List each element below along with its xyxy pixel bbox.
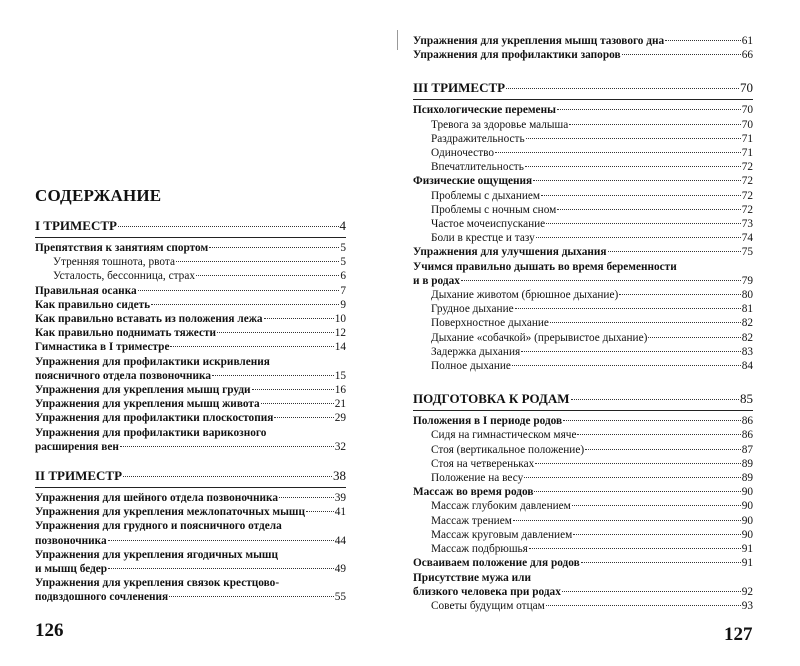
toc-entry xyxy=(413,260,753,288)
dot-leader xyxy=(665,40,741,41)
dot-leader xyxy=(585,449,741,450)
toc-entry xyxy=(413,302,753,316)
toc-entry xyxy=(413,189,753,203)
toc-entry-row xyxy=(413,556,753,570)
toc-page-number: 92 xyxy=(741,585,753,598)
toc-entry xyxy=(35,383,346,397)
toc-entry-row xyxy=(35,440,346,454)
toc-entry xyxy=(35,326,346,340)
toc-page-number: 5 xyxy=(340,256,346,269)
dot-leader xyxy=(108,568,334,569)
toc-entry-title: Как правильно вставать из положения лежа xyxy=(35,313,263,326)
toc-entry xyxy=(413,499,753,513)
toc-entry-title: Стоя (вертикальное положение) xyxy=(431,443,585,456)
toc-entry xyxy=(413,443,753,457)
toc-entry-title: и в родах xyxy=(413,274,460,287)
toc-entry-title: Дыхание животом (брюшное дыхание) xyxy=(431,289,619,302)
toc-entry-row xyxy=(431,359,753,373)
toc-page-number: 89 xyxy=(741,472,753,485)
dot-leader xyxy=(196,275,339,276)
toc-entry-row xyxy=(35,369,346,383)
toc-page-number: 87 xyxy=(741,443,753,456)
toc-page-number: 16 xyxy=(334,384,346,397)
toc-entry-title: Массаж круговым давлением xyxy=(431,528,573,541)
dot-leader xyxy=(209,247,339,248)
toc-entry xyxy=(413,457,753,471)
dot-leader xyxy=(619,294,740,295)
toc-entry-title: I ТРИМЕСТР xyxy=(35,218,117,233)
dot-leader xyxy=(217,332,334,333)
toc-page-number: 38 xyxy=(333,468,346,484)
toc-page-number: 83 xyxy=(741,345,753,358)
toc-entry-row xyxy=(35,562,346,576)
dot-leader xyxy=(577,434,740,435)
dot-leader xyxy=(546,223,741,224)
dot-leader xyxy=(151,304,339,305)
toc-page-number: 66 xyxy=(741,49,753,62)
toc-entry-title: Дыхание «собачкой» (прерывистое дыхание) xyxy=(431,331,648,344)
toc-page-number: 4 xyxy=(339,218,346,233)
toc-entry-title: Поверхностное дыхание xyxy=(431,317,549,330)
toc-entry-title: Массаж подбрюшья xyxy=(431,543,528,556)
dot-leader xyxy=(572,505,741,506)
dot-leader xyxy=(274,417,333,418)
dot-leader xyxy=(608,251,741,252)
toc-entry-row xyxy=(35,326,346,340)
toc-page-number: 81 xyxy=(741,303,753,316)
toc-entry-row xyxy=(431,132,753,146)
toc-entry-title: позвоночника xyxy=(35,534,107,547)
dot-leader xyxy=(525,166,741,167)
dot-leader xyxy=(581,562,741,563)
toc-entry-row xyxy=(413,391,753,407)
toc-entry xyxy=(35,426,346,454)
toc-entry-row xyxy=(431,331,753,345)
toc-entry-row xyxy=(413,485,753,499)
toc-section xyxy=(35,468,346,488)
toc-entry xyxy=(413,514,753,528)
toc-entry-title-line1: Упражнения для укрепления связок крестцово- xyxy=(35,577,280,590)
dot-leader xyxy=(138,290,340,291)
toc-entry xyxy=(35,355,346,383)
toc-entry-row xyxy=(413,245,753,259)
toc-entry-row xyxy=(431,457,753,471)
dot-leader xyxy=(573,534,740,535)
toc-entry-title: Правильная осанка xyxy=(35,284,137,297)
toc-entry-row xyxy=(431,471,753,485)
toc-entry xyxy=(413,528,753,542)
toc-page-number: 80 xyxy=(741,289,753,302)
toc-entry-title: Тревога за здоровье малыша xyxy=(431,118,569,131)
toc-page-number: 89 xyxy=(741,457,753,470)
toc-page-number: 84 xyxy=(741,360,753,373)
dot-leader xyxy=(515,308,741,309)
toc-entry-title: Препятствия к занятиям спортом xyxy=(35,242,209,254)
toc-entry xyxy=(413,103,753,117)
dot-leader xyxy=(306,511,334,512)
toc-entry-title: ПОДГОТОВКА К РОДАМ xyxy=(413,391,570,407)
page-number-left: 126 xyxy=(35,620,64,641)
toc-entry-row xyxy=(431,599,753,613)
toc-entry-row xyxy=(431,542,753,556)
toc-entry xyxy=(413,428,753,442)
toc-list-left xyxy=(35,218,346,605)
toc-page-number: 82 xyxy=(741,317,753,330)
dot-leader xyxy=(557,109,741,110)
toc-entry-row xyxy=(35,590,346,604)
toc-entry xyxy=(413,203,753,217)
toc-page-number: 79 xyxy=(741,274,753,287)
toc-entry-row xyxy=(35,340,346,354)
toc-entry-title: Положения в I периоде родов xyxy=(413,415,563,428)
toc-entry-title: Упражнения для укрепления мышц живота xyxy=(35,398,260,411)
toc-entry-title: Стоя на четвереньках xyxy=(431,457,535,470)
dot-leader xyxy=(533,180,741,181)
toc-entry xyxy=(413,34,753,48)
toc-entry-row xyxy=(431,514,753,528)
toc-entry-row xyxy=(431,528,753,542)
toc-entry-title: Упражнения для укрепления мышц тазового дна xyxy=(413,35,665,47)
toc-entry-title-line1: Упражнения для профилактики варикозного xyxy=(35,426,267,439)
dot-leader xyxy=(550,322,741,323)
toc-page-number: 90 xyxy=(741,514,753,527)
toc-entry xyxy=(35,340,346,354)
toc-section xyxy=(35,218,346,238)
dot-leader xyxy=(264,318,334,319)
dot-leader xyxy=(495,152,741,153)
toc-page-number: 6 xyxy=(340,270,346,283)
dot-leader xyxy=(261,403,334,404)
toc-entry-title: Гимнастика в I триместре xyxy=(35,341,170,354)
toc-entry-row xyxy=(53,255,346,269)
dot-leader xyxy=(571,399,739,400)
dot-leader xyxy=(170,346,333,347)
toc-entry xyxy=(413,542,753,556)
dot-leader xyxy=(252,389,334,390)
toc-entry-title: Осваиваем положение для родов xyxy=(413,557,580,570)
toc-entry-title: Полное дыхание xyxy=(431,360,511,373)
toc-page-number: 74 xyxy=(741,232,753,245)
dot-leader xyxy=(169,596,334,597)
toc-entry-row xyxy=(431,160,753,174)
toc-entry-title-line1: Упражнения для грудного и поясничного отдела xyxy=(35,520,282,533)
toc-entry-title: Положение на весу xyxy=(431,472,524,485)
toc-entry xyxy=(413,485,753,499)
toc-page-number: 49 xyxy=(334,563,346,576)
dot-leader xyxy=(512,365,741,366)
toc-entry-row xyxy=(413,48,753,62)
toc-entry-row xyxy=(413,414,753,428)
toc-entry-title: Сидя на гимнастическом мяче xyxy=(431,429,577,442)
toc-right-column xyxy=(413,34,753,613)
toc-entry-title: Физические ощущения xyxy=(413,175,533,188)
toc-entry xyxy=(35,548,346,576)
toc-entry-row xyxy=(35,411,346,425)
toc-entry-title: Психологические перемены xyxy=(413,104,556,117)
toc-entry-title: близкого человека при родах xyxy=(413,585,561,598)
dot-leader xyxy=(529,548,741,549)
toc-page-number: 10 xyxy=(334,313,346,326)
toc-entry xyxy=(35,298,346,312)
toc-page-number: 91 xyxy=(741,557,753,570)
dot-leader xyxy=(513,520,741,521)
toc-section xyxy=(413,80,753,100)
toc-entry-title-line1: Учимся правильно дышать во время беременности xyxy=(413,260,677,273)
toc-list-right xyxy=(413,34,753,613)
dot-leader xyxy=(521,351,741,352)
toc-page-number: 82 xyxy=(741,331,753,344)
toc-left-column xyxy=(35,186,346,605)
toc-entry-row xyxy=(431,302,753,316)
toc-entry-title: Как правильно поднимать тяжести xyxy=(35,327,217,340)
toc-entry xyxy=(413,132,753,146)
toc-entry-row xyxy=(35,383,346,397)
toc-entry xyxy=(413,118,753,132)
toc-heading: СОДЕРЖАНИЕ xyxy=(35,186,162,205)
toc-entry-title: Советы будущим отцам xyxy=(431,599,545,612)
toc-page-number: 21 xyxy=(334,398,346,411)
dot-leader xyxy=(562,591,741,592)
toc-entry-title: Упражнения для шейного отдела позвоночника xyxy=(35,492,279,505)
toc-entry-row xyxy=(35,534,346,548)
toc-page-number: 71 xyxy=(741,147,753,160)
toc-entry-row xyxy=(413,585,753,599)
toc-entry-row xyxy=(35,241,346,255)
toc-entry-row xyxy=(413,34,753,48)
toc-entry-row xyxy=(431,443,753,457)
toc-page-number: 72 xyxy=(741,161,753,174)
toc-entry xyxy=(413,231,753,245)
toc-page-number: 55 xyxy=(334,591,346,604)
toc-entry-row xyxy=(413,274,753,288)
toc-entry-title: расширения вен xyxy=(35,440,119,453)
toc-entry-row xyxy=(35,491,346,505)
toc-entry xyxy=(413,174,753,188)
toc-page-number: 71 xyxy=(741,132,753,145)
page-number-right: 127 xyxy=(724,624,753,645)
toc-entry xyxy=(413,245,753,259)
toc-entry-title: Проблемы с дыханием xyxy=(431,189,541,202)
toc-entry-row xyxy=(431,217,753,231)
dot-leader xyxy=(524,477,740,478)
toc-entry-title: Боли в крестце и тазу xyxy=(431,232,535,245)
dot-leader xyxy=(123,476,332,477)
dot-leader xyxy=(536,237,741,238)
dot-leader xyxy=(212,375,334,376)
toc-entry-title: Массаж глубоким давлением xyxy=(431,500,571,513)
dot-leader xyxy=(622,54,741,55)
dot-leader xyxy=(648,337,740,338)
toc-entry xyxy=(35,505,346,519)
toc-entry-row xyxy=(431,231,753,245)
toc-entry-title: Упражнения для профилактики запоров xyxy=(413,49,621,62)
toc-entry xyxy=(413,345,753,359)
toc-entry-row xyxy=(53,269,346,283)
dot-leader xyxy=(534,491,740,492)
toc-entry-row xyxy=(35,312,346,326)
toc-entry-title: III ТРИМЕСТР xyxy=(413,80,506,96)
toc-entry-title: Частое мочеиспускание xyxy=(431,218,546,231)
toc-entry-title: Массаж трением xyxy=(431,514,512,527)
toc-entry-title: Усталость, бессонница, страх xyxy=(53,270,195,283)
toc-entry xyxy=(413,556,753,570)
toc-page-number: 75 xyxy=(741,246,753,259)
toc-entry xyxy=(413,571,753,599)
toc-entry-title: II ТРИМЕСТР xyxy=(35,468,123,484)
toc-page-number: 15 xyxy=(334,369,346,382)
toc-entry xyxy=(413,48,753,62)
toc-entry-title-line1: Присутствие мужа или xyxy=(413,571,532,584)
toc-entry xyxy=(35,312,346,326)
toc-entry-title: Утренняя тошнота, рвота xyxy=(53,256,175,269)
toc-entry xyxy=(35,241,346,255)
toc-page-number: 44 xyxy=(334,534,346,547)
toc-entry xyxy=(413,316,753,330)
toc-entry-title: Грудное дыхание xyxy=(431,303,514,316)
dot-leader xyxy=(461,280,741,281)
toc-entry xyxy=(35,519,346,547)
toc-entry-title: Впечатлительность xyxy=(431,161,524,174)
toc-entry-title: и мышц бедер xyxy=(35,563,108,576)
toc-section xyxy=(413,391,753,411)
toc-page-number: 72 xyxy=(741,203,753,216)
toc-entry-row xyxy=(413,103,753,117)
toc-page-number: 90 xyxy=(741,528,753,541)
toc-page-number: 72 xyxy=(741,175,753,188)
toc-entry-title: Массаж во время родов xyxy=(413,486,534,499)
dot-leader xyxy=(535,463,740,464)
toc-entry-title: Задержка дыхания xyxy=(431,345,521,358)
toc-entry-row xyxy=(35,298,346,312)
toc-entry-row xyxy=(431,316,753,330)
page-fold-mark xyxy=(397,30,398,50)
toc-entry-row xyxy=(413,174,753,188)
toc-entry-title: подвздошного сочленения xyxy=(35,591,169,604)
toc-entry-title-line1: Упражнения для профилактики искривления xyxy=(35,355,270,368)
toc-page-number: 5 xyxy=(340,242,346,254)
dot-leader xyxy=(279,497,334,498)
toc-entry xyxy=(35,397,346,411)
toc-entry xyxy=(413,146,753,160)
toc-page-number: 39 xyxy=(334,492,346,505)
toc-page-number: 70 xyxy=(740,80,753,96)
dot-leader xyxy=(569,124,740,125)
toc-page-number: 61 xyxy=(741,35,753,47)
dot-leader xyxy=(118,226,339,227)
toc-page-number: 72 xyxy=(741,189,753,202)
toc-entry-row xyxy=(431,118,753,132)
toc-entry-title: Раздражительность xyxy=(431,132,525,145)
toc-entry xyxy=(35,255,346,269)
dot-leader xyxy=(176,261,339,262)
toc-entry xyxy=(35,491,346,505)
toc-entry xyxy=(413,471,753,485)
toc-entry-row xyxy=(431,499,753,513)
toc-page-number: 14 xyxy=(334,341,346,354)
toc-page-number: 32 xyxy=(334,440,346,453)
toc-entry xyxy=(413,359,753,373)
toc-entry xyxy=(413,331,753,345)
dot-leader xyxy=(506,88,739,89)
toc-entry-row xyxy=(35,397,346,411)
toc-entry-title: поясничного отдела позвоночника xyxy=(35,369,211,382)
toc-page-number: 9 xyxy=(340,298,346,311)
dot-leader xyxy=(563,420,741,421)
toc-entry xyxy=(35,576,346,604)
toc-entry-row xyxy=(431,288,753,302)
toc-entry-row xyxy=(35,284,346,298)
toc-entry-row xyxy=(431,345,753,359)
toc-page-number: 12 xyxy=(334,327,346,340)
toc-entry-title: Упражнения для профилактики плоскостопия xyxy=(35,412,274,425)
toc-entry-title: Проблемы с ночным сном xyxy=(431,203,557,216)
dot-leader xyxy=(526,138,741,139)
dot-leader xyxy=(541,195,741,196)
toc-page-number: 86 xyxy=(741,415,753,428)
toc-entry-row xyxy=(431,189,753,203)
toc-page-number: 29 xyxy=(334,412,346,425)
dot-leader xyxy=(557,209,740,210)
toc-page-number: 85 xyxy=(740,391,753,407)
dot-leader xyxy=(120,446,334,447)
toc-entry xyxy=(35,284,346,298)
toc-page-number: 73 xyxy=(741,218,753,231)
toc-page-number: 70 xyxy=(741,118,753,131)
toc-page-number: 70 xyxy=(741,104,753,117)
toc-entry xyxy=(413,288,753,302)
toc-entry-title-line1: Упражнения для укрепления ягодичных мышц xyxy=(35,548,278,561)
toc-entry-title: Как правильно сидеть xyxy=(35,298,151,311)
toc-entry-row xyxy=(431,203,753,217)
dot-leader xyxy=(546,605,741,606)
toc-entry-title: Упражнения для укрепления мышц груди xyxy=(35,384,251,397)
toc-entry xyxy=(413,414,753,428)
toc-page-number: 91 xyxy=(741,543,753,556)
toc-entry-row xyxy=(35,218,346,234)
toc-entry xyxy=(413,217,753,231)
toc-entry-row xyxy=(431,428,753,442)
toc-page-number: 90 xyxy=(741,500,753,513)
dot-leader xyxy=(108,540,334,541)
toc-entry-title: Упражнения для укрепления межлопаточных мышц xyxy=(35,506,305,519)
toc-page-number: 90 xyxy=(741,486,753,499)
toc-entry xyxy=(413,599,753,613)
toc-page-number: 7 xyxy=(340,284,346,297)
toc-entry-row xyxy=(413,80,753,96)
toc-page-number: 41 xyxy=(334,506,346,519)
toc-entry-title: Упражнения для улучшения дыхания xyxy=(413,246,607,259)
toc-entry xyxy=(35,411,346,425)
toc-entry xyxy=(35,269,346,283)
toc-entry-row xyxy=(35,505,346,519)
toc-entry-title: Одиночество xyxy=(431,147,495,160)
toc-page-number: 86 xyxy=(741,429,753,442)
toc-entry-row xyxy=(35,468,346,484)
toc-page-number: 93 xyxy=(741,599,753,612)
toc-entry xyxy=(413,160,753,174)
toc-entry-row xyxy=(431,146,753,160)
